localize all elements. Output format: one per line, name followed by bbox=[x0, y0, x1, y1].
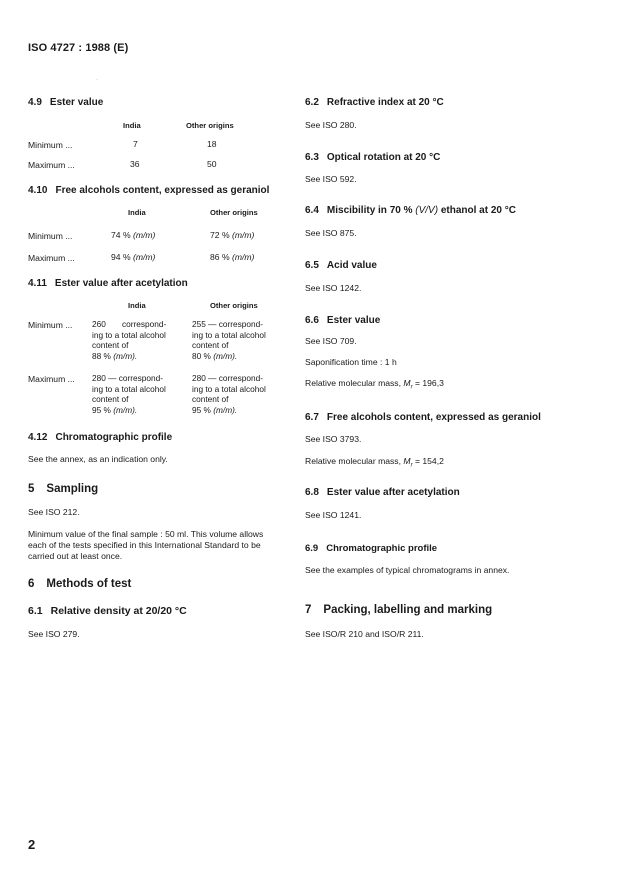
section-6-3-reference: See ISO 592. bbox=[305, 174, 357, 184]
document-header: ISO 4727 : 1988 (E) bbox=[28, 42, 129, 54]
section-7-heading: 7 Packing, labelling and marking bbox=[305, 604, 493, 616]
section-6-5-heading: 6.5 Acid value bbox=[305, 260, 377, 271]
relative-molecular-mass: Relative molecular mass, $M_r = 154,2$ bbox=[305, 456, 444, 469]
section-6-3-heading: 6.3 Optical rotation at 20 °C bbox=[305, 152, 441, 163]
section-5-reference: See ISO 212. bbox=[28, 507, 80, 517]
section-6-9-text: See the examples of typical chromatograms in annex. bbox=[305, 565, 510, 575]
section-6-8-reference: See ISO 1241. bbox=[305, 510, 362, 520]
row-label-maximum: Maximum ... bbox=[28, 374, 75, 384]
page-number: 2 bbox=[28, 837, 36, 852]
section-4-9-heading: 4.9 Ester value bbox=[28, 97, 104, 108]
section-6-6-heading: 6.6 Ester value bbox=[305, 315, 381, 326]
section-6-1-heading: 6.1 Relative density at 20/20 °C bbox=[28, 605, 187, 617]
section-6-9-heading: 6.9 Chromatographic profile bbox=[305, 543, 438, 554]
col-header-india: India bbox=[128, 208, 146, 217]
section-4-11-heading: 4.11 Ester value after acetylation bbox=[28, 278, 188, 289]
value-other-min: 18 bbox=[207, 139, 217, 149]
section-6-2-heading: 6.2 Refractive index at 20 °C bbox=[305, 97, 444, 108]
col-header-india: India bbox=[128, 301, 146, 310]
col-header-other-origins: Other origins bbox=[210, 301, 258, 310]
section-4-12-text: See the annex, as an indication only. bbox=[28, 454, 168, 464]
section-5-paragraph: Minimum value of the final sample : 50 ml. This volume allows each of the tests specified in this International Standard to be carried out at least once. bbox=[28, 529, 264, 561]
value-india-max: 36 bbox=[130, 159, 140, 169]
section-6-6-reference: See ISO 709. bbox=[305, 336, 357, 346]
section-6-8-heading: 6.8 Ester value after acetylation bbox=[305, 487, 460, 498]
section-6-4-heading: 6.4 Miscibility in 70 % (V/V) ethanol at 20 °C bbox=[305, 205, 516, 216]
value-other-min: 72 % (m/m) bbox=[210, 230, 255, 240]
row-label-maximum: Maximum ... bbox=[28, 160, 75, 170]
value-other-max: 50 bbox=[207, 159, 217, 169]
row-label-minimum: Minimum ... bbox=[28, 140, 73, 150]
value-india-min: 74 % (m/m) bbox=[111, 230, 156, 240]
value-other-max: 280 — correspond- ing to a total alcohol content of 95 % (m/m). bbox=[192, 373, 266, 415]
section-6-7-heading: 6.7 Free alcohols content, expressed as geraniol bbox=[305, 412, 541, 423]
value-india-min: 7 bbox=[133, 139, 138, 149]
section-4-10-heading: 4.10 Free alcohols content, expressed as geraniol bbox=[28, 185, 270, 196]
section-6-5-reference: See ISO 1242. bbox=[305, 283, 362, 293]
relative-molecular-mass: Relative molecular mass, $M_r = 196,3$ bbox=[305, 378, 444, 391]
col-header-other-origins: Other origins bbox=[210, 208, 258, 217]
row-label-maximum: Maximum ... bbox=[28, 253, 75, 263]
section-4-12-heading: 4.12 Chromatographic profile bbox=[28, 432, 173, 443]
section-7-reference: See ISO/R 210 and ISO/R 211. bbox=[305, 629, 424, 639]
section-6-4-reference: See ISO 875. bbox=[305, 228, 357, 238]
scan-artifact-dot: · bbox=[96, 77, 98, 83]
value-india-max: 94 % (m/m) bbox=[111, 252, 156, 262]
value-india-min: 260 correspond- ing to a total alcohol content of 88 % (m/m). bbox=[92, 319, 167, 361]
saponification-time: Saponification time : 1 h bbox=[305, 357, 397, 367]
section-6-7-reference: See ISO 3793. bbox=[305, 434, 362, 444]
col-header-other-origins: Other origins bbox=[186, 121, 234, 130]
section-6-heading: 6 Methods of test bbox=[28, 578, 132, 590]
row-label-minimum: Minimum ... bbox=[28, 231, 73, 241]
value-other-max: 86 % (m/m) bbox=[210, 252, 255, 262]
value-other-min: 255 — correspond- ing to a total alcohol content of 80 % (m/m). bbox=[192, 319, 266, 361]
section-6-2-reference: See ISO 280. bbox=[305, 120, 357, 130]
section-6-1-reference: See ISO 279. bbox=[28, 629, 80, 639]
section-5-heading: 5 Sampling bbox=[28, 483, 99, 495]
row-label-minimum: Minimum ... bbox=[28, 320, 73, 330]
value-india-max: 280 — correspond- ing to a total alcohol content of 95 % (m/m). bbox=[92, 373, 166, 415]
col-header-india: India bbox=[123, 121, 141, 130]
